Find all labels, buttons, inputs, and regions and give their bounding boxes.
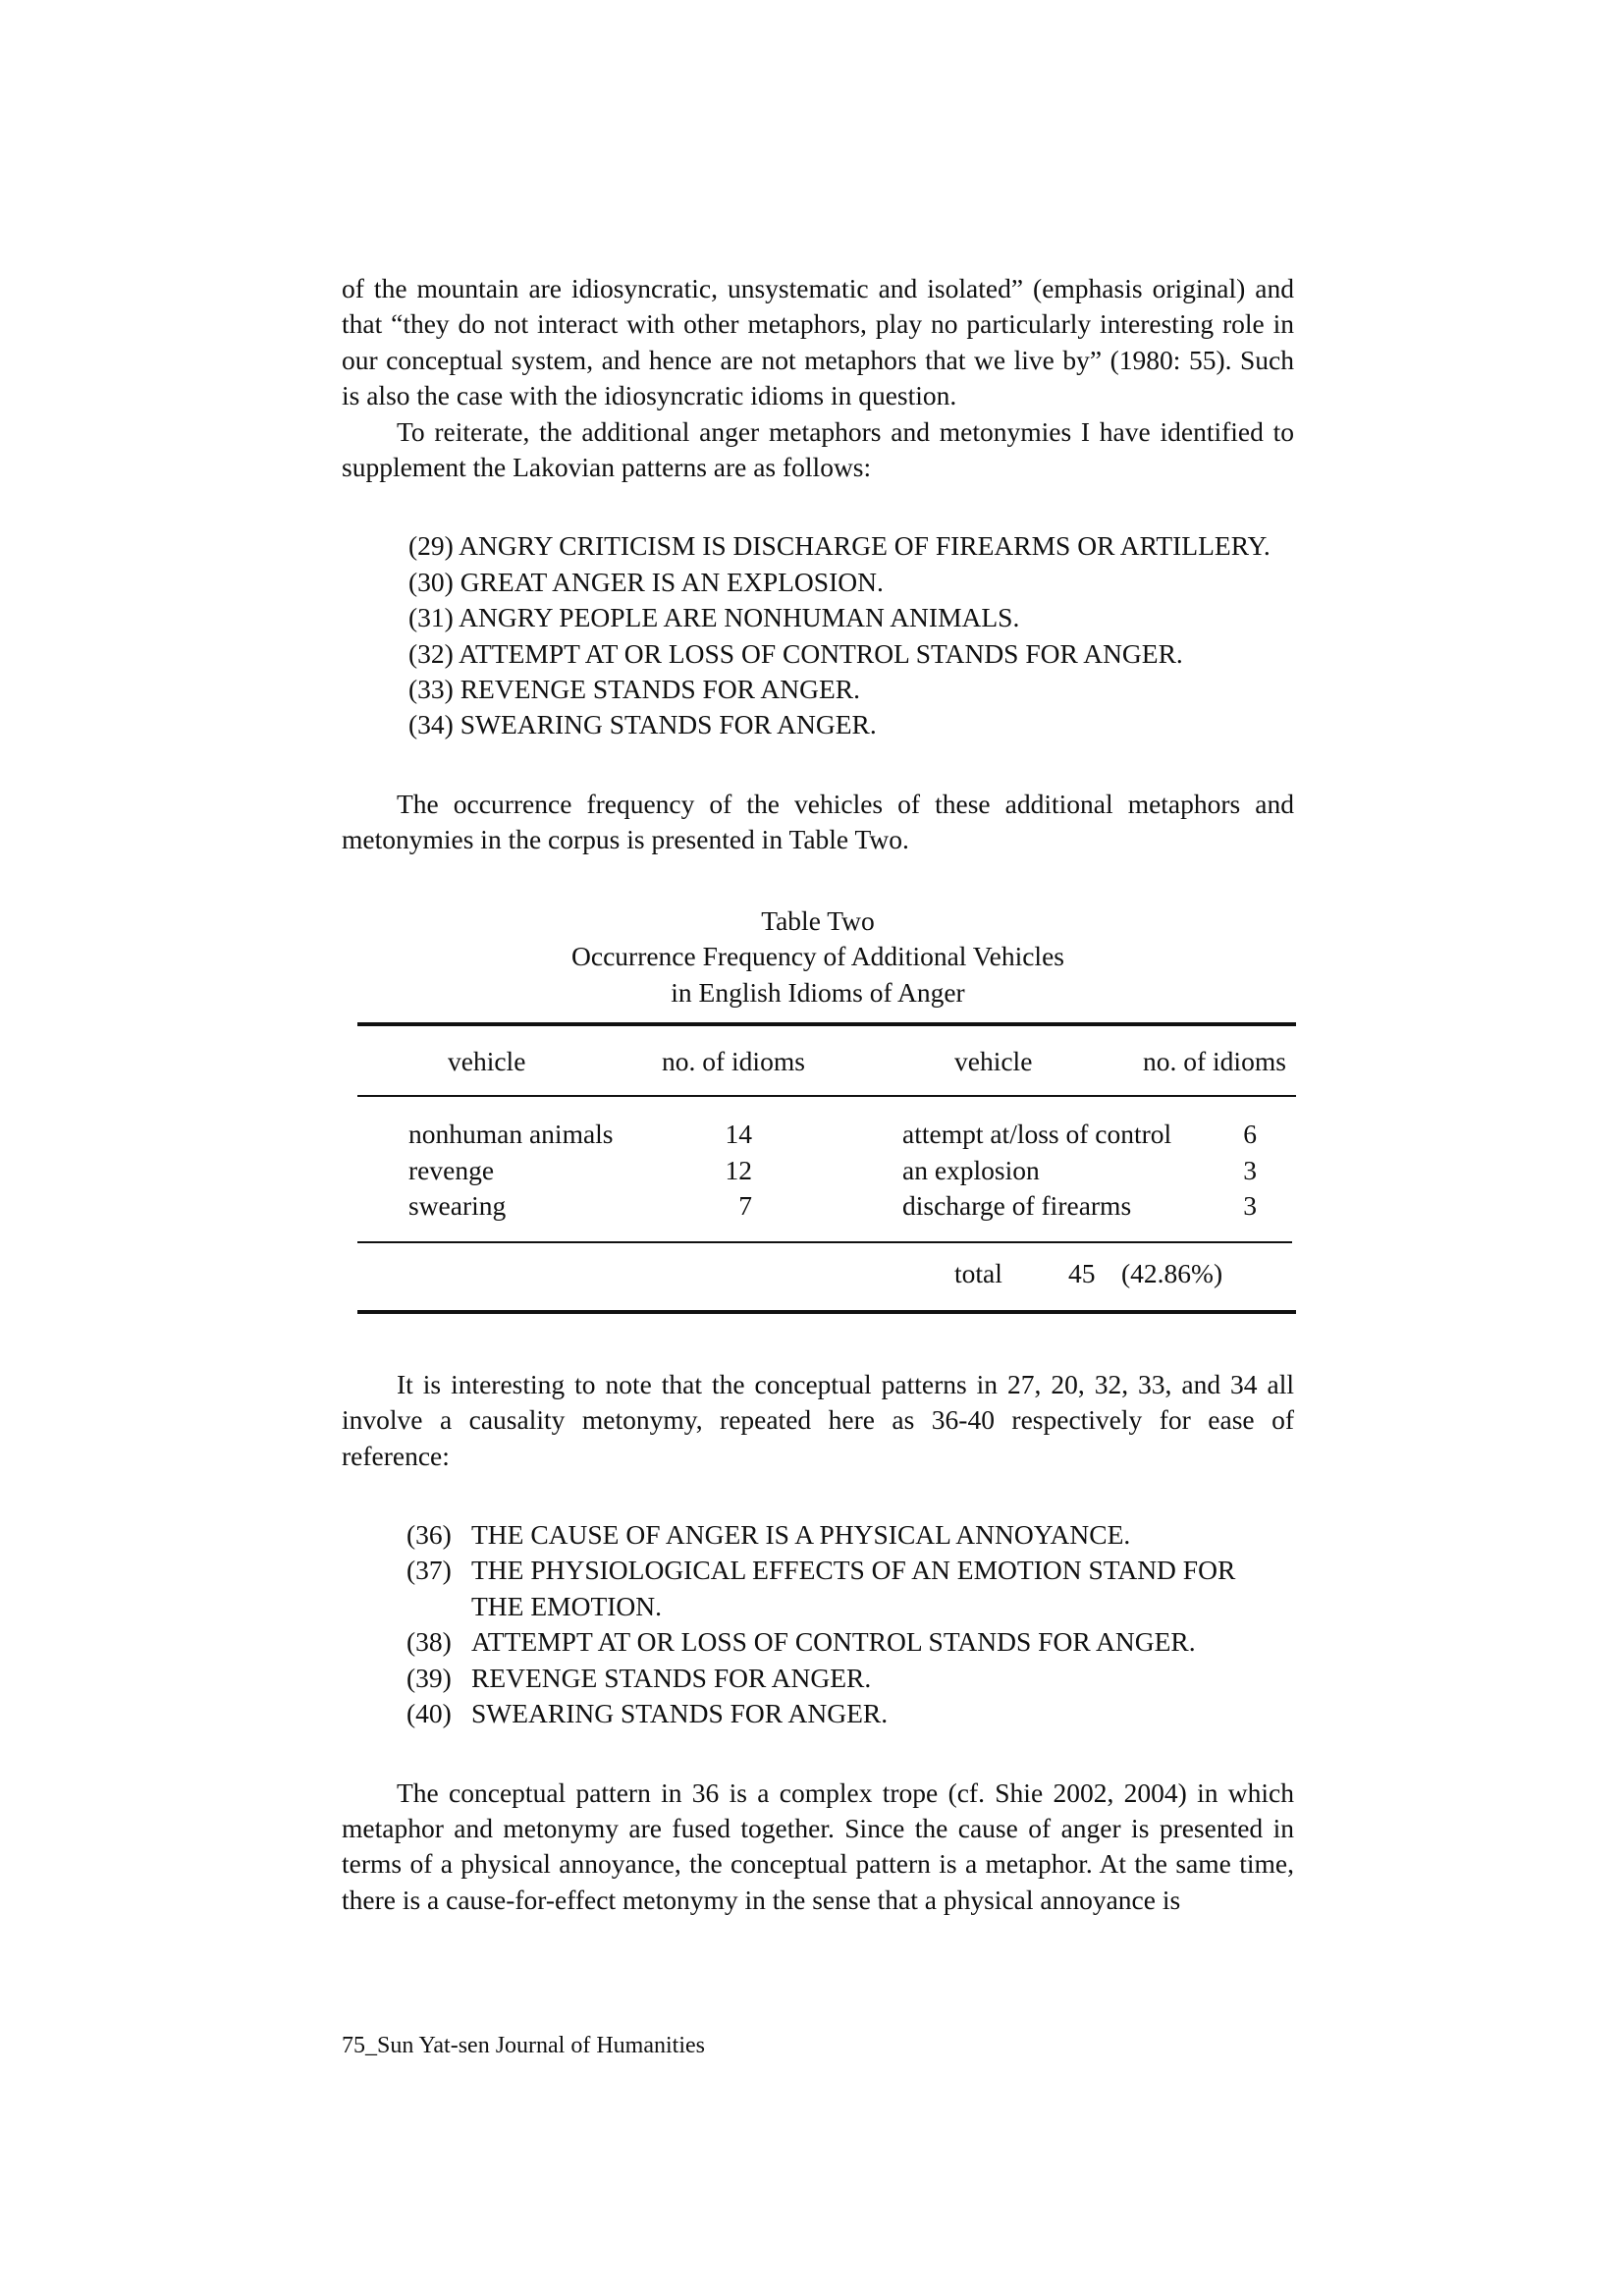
table-header-rule [357,1095,1296,1097]
table-row [357,1117,1296,1152]
table-total-rule [357,1241,1292,1243]
pattern-item [406,1624,1294,1660]
count-cell: 12 [725,1154,752,1185]
pattern-list [342,1517,1294,1731]
header-count-2: no. of idioms [1143,1045,1286,1076]
table-top-rule [357,1022,1296,1026]
paragraph-3: The occurrence frequency of the vehicles of these additional metaphors and metonymies in the corpus is presented in Table Two. [342,788,1294,855]
table-two [342,903,1294,1314]
vehicle-cell: nonhuman animals [408,1119,614,1150]
pattern-number: (39) [406,1662,452,1693]
table-row [357,1153,1296,1188]
frequency-table [357,1022,1296,1314]
pattern-item [406,1661,1294,1696]
total-percent: (42.86%) [1121,1258,1223,1289]
pattern-item [406,1696,1294,1731]
table-caption-line2: Occurrence Frequency of Additional Vehicles [571,941,1064,972]
metaphor-32: (32) ATTEMPT AT OR LOSS OF CONTROL STANDS FOR ANGER. [408,637,1183,669]
count-cell: 7 [738,1190,752,1222]
metaphor-29: (29) ANGRY CRITICISM IS DISCHARGE OF FIREARMS OR ARTILLERY. [408,530,1271,562]
vehicle-cell: revenge [408,1154,495,1185]
metaphor-31: (31) ANGRY PEOPLE ARE NONHUMAN ANIMALS. [408,602,1020,633]
paragraph-4: It is interesting to note that the conceptual patterns in 27, 20, 32, 33, and 34 all involve a causality metonymy, repeated here as 36-40 respectively for ease of reference: [342,1368,1294,1471]
paragraph-5: The conceptual pattern in 36 is a complex trope (cf. Shie 2002, 2004) in which metaphor and metonymy are fused together. Since the cause of anger is presented in terms of a physical annoyance, the conceptual pattern is a metaphor. At the same time, there is a cause-for-effect metonymy in the sense that a physical annoyance is [342,1777,1294,1915]
pattern-number: (38) [406,1626,452,1658]
table-caption-line3: in English Idioms of Anger [671,976,965,1008]
page-body [342,271,1294,1918]
metaphor-list [342,528,1294,742]
total-value: 45 [1068,1258,1096,1289]
pattern-text: THE CAUSE OF ANGER IS A PHYSICAL ANNOYANCE. [471,1519,1131,1551]
table-row [357,1188,1296,1224]
pattern-text: REVENGE STANDS FOR ANGER. [471,1662,872,1693]
count-cell: 3 [1243,1154,1257,1185]
page-footer: 75_Sun Yat-sen Journal of Humanities [342,2033,705,2058]
header-vehicle-1: vehicle [448,1045,526,1076]
pattern-number: (37) [406,1555,452,1586]
pattern-item [406,1553,1247,1624]
paragraph-2: To reiterate, the additional anger metaphors and metonymies I have identified to supplement the Lakovian patterns are as follows: [342,415,1294,483]
pattern-text: ATTEMPT AT OR LOSS OF CONTROL STANDS FOR ANGER. [471,1626,1196,1658]
vehicle-cell: attempt at/loss of control [902,1119,1172,1150]
table-header-row [357,1044,1296,1079]
vehicle-cell: swearing [408,1190,507,1222]
pattern-number: (40) [406,1698,452,1729]
header-vehicle-2: vehicle [954,1045,1033,1076]
metaphor-33: (33) REVENGE STANDS FOR ANGER. [408,674,860,705]
pattern-number: (36) [406,1519,452,1551]
total-label: total [954,1258,1002,1289]
count-cell: 6 [1243,1119,1257,1150]
paragraph-1: of the mountain are idiosyncratic, unsystematic and isolated” (emphasis original) and that “they do not interact with other metaphors, play no particularly interesting role in our conceptual system, and hence are not metaphors that we live by” (1980: 55). Such is also the case with the idiosyncratic idioms in question. [342,273,1294,411]
table-bottom-rule [357,1310,1296,1314]
count-cell: 3 [1243,1190,1257,1222]
count-cell: 14 [725,1119,752,1150]
vehicle-cell: an explosion [902,1154,1040,1185]
header-count-1: no. of idioms [662,1045,805,1076]
vehicle-cell: discharge of firearms [902,1190,1132,1222]
table-caption-title: Table Two [761,904,875,936]
pattern-text: SWEARING STANDS FOR ANGER. [471,1698,889,1729]
pattern-text: THE PHYSIOLOGICAL EFFECTS OF AN EMOTION STAND FOR THE EMOTION. [471,1555,1236,1621]
pattern-item [406,1517,1294,1553]
metaphor-34: (34) SWEARING STANDS FOR ANGER. [408,709,877,740]
metaphor-30: (30) GREAT ANGER IS AN EXPLOSION. [408,566,884,597]
table-total-row [357,1256,1296,1291]
